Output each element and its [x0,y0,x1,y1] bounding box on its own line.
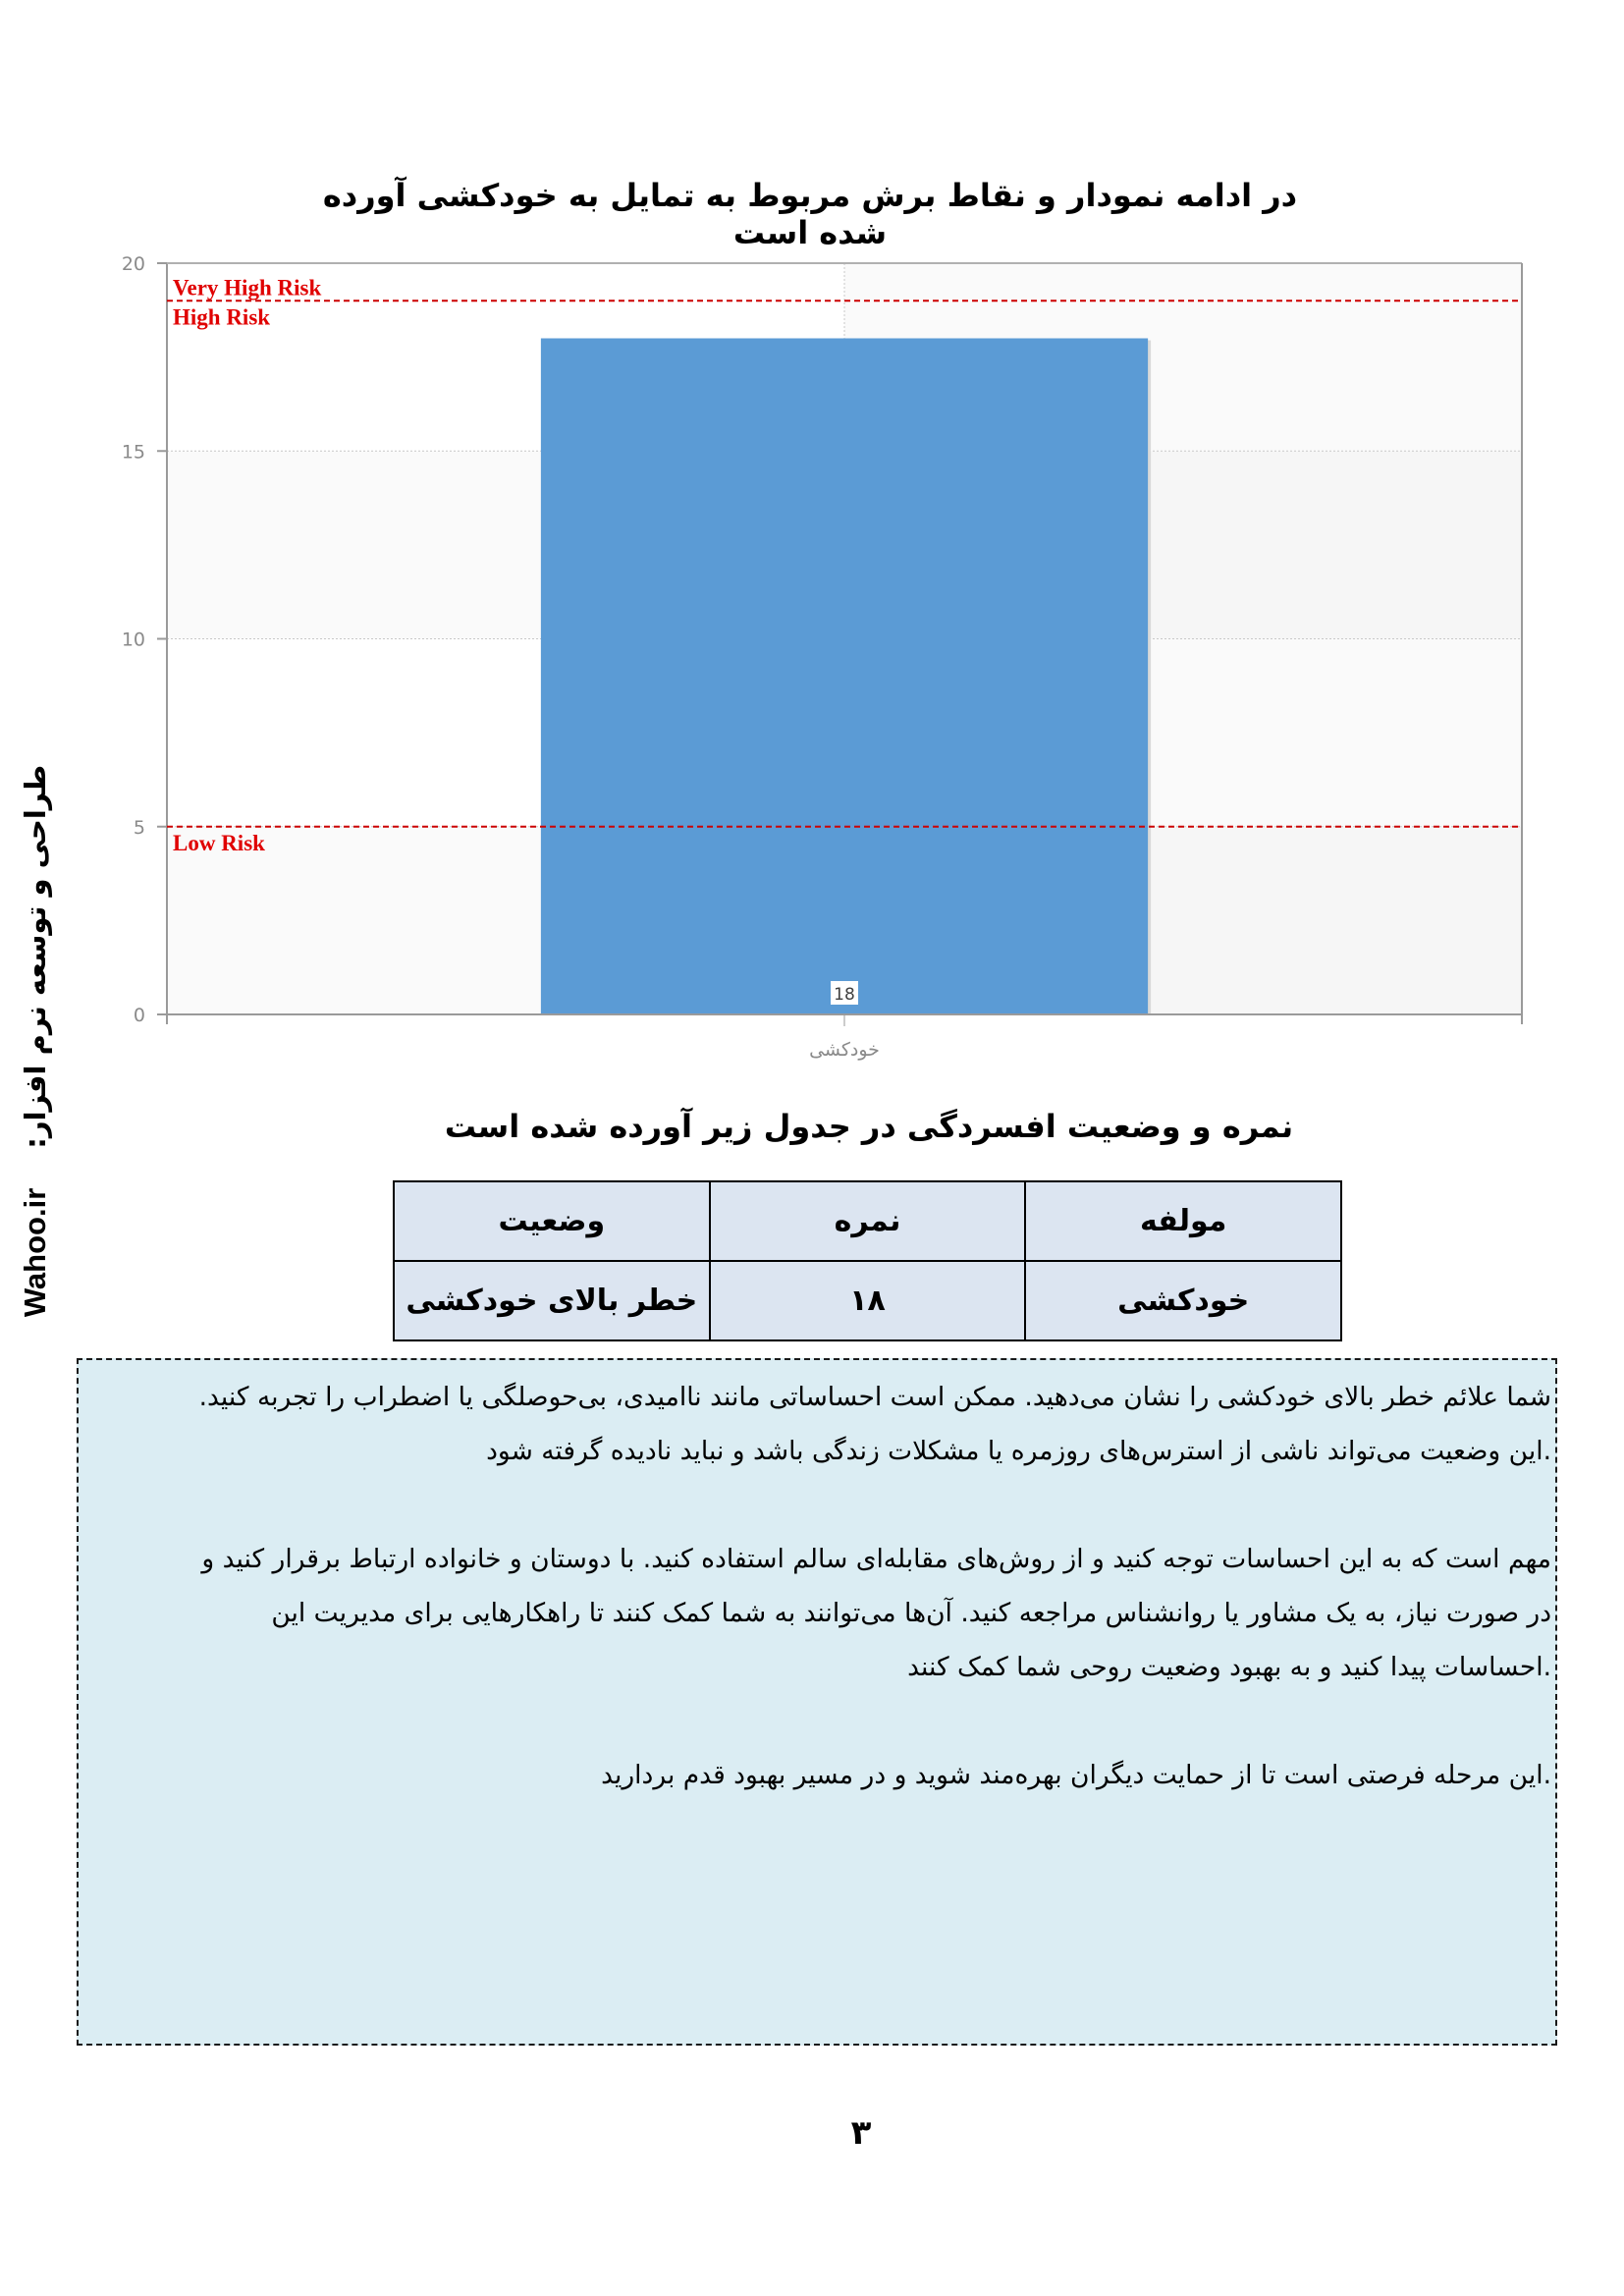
score-table [393,1180,1342,1341]
y-tick-label: 15 [121,441,145,464]
bar [541,339,1148,1015]
cell-component: خودکشی [1025,1261,1341,1340]
page-number: ۳ [850,2113,872,2153]
table-header-row [394,1181,1341,1261]
y-tick-label: 10 [121,629,145,651]
threshold-label-very-high-risk: Very High Risk [173,275,322,301]
suicide-risk-bar-chart [0,0,1624,1080]
header-status: وضعیت [394,1181,710,1261]
data-label: 18 [834,985,855,1005]
header-score: نمره [710,1181,1026,1261]
table-row [394,1261,1341,1340]
table-title: نمره و وضعیت افسردگی در جدول زیر آورده شده است [444,1108,1294,1145]
cell-status: خطر بالای خودکشی [394,1261,710,1340]
note-line: .احساسات پیدا کنید و به بهبود وضعیت روحی شما کمک کنند [907,1652,1551,1682]
note-line: .این وضعیت می‌تواند ناشی از استرس‌های روزمره یا مشکلات زندگی باشد و نباید نادیده گرفته شود [486,1436,1551,1466]
header-component: مولفه [1025,1181,1341,1261]
interpretation-box [77,1358,1557,2046]
chart-title: در ادامه نمودار و نقاط برش مربوط به تمایل به خودکشی آورده شده است [322,177,1298,251]
y-tick-label: 20 [121,253,145,275]
note-line: .این مرحله فرصتی است تا از حمایت دیگران بهره‌مند شوید و در مسیر بهبود قدم بردارید [601,1760,1551,1790]
x-tick-label: خودکشی [809,1039,880,1061]
cell-score: ۱۸ [710,1261,1026,1340]
threshold-label-low-risk: Low Risk [173,830,265,855]
credit-label: طراحی و توسعه نرم افزار: [19,764,52,1149]
y-tick-label: 0 [133,1005,145,1026]
side-credit [14,764,57,1318]
brand-name: Wahoo.ir [18,1187,52,1318]
note-line: شما علائم خطر بالای خودکشی را نشان می‌دهید. ممکن است احساساتی مانند ناامیدی، بی‌حوصلگی یا اضطراب را تجربه کنید. [198,1382,1551,1412]
note-line: در صورت نیاز، به یک مشاور یا روانشناس مراجعه کنید. آن‌ها می‌توانند به شما کمک کنند تا راهکارهایی برای مدیریت این [271,1598,1551,1628]
note-line: مهم است که به این احساسات توجه کنید و از روش‌های مقابله‌ای سالم استفاده کنید. با دوستان و خانواده ارتباط برقرار کنید و [201,1544,1551,1574]
threshold-label-high-risk: High Risk [173,304,271,330]
bars [541,339,1151,1015]
y-tick-label: 5 [133,816,145,839]
